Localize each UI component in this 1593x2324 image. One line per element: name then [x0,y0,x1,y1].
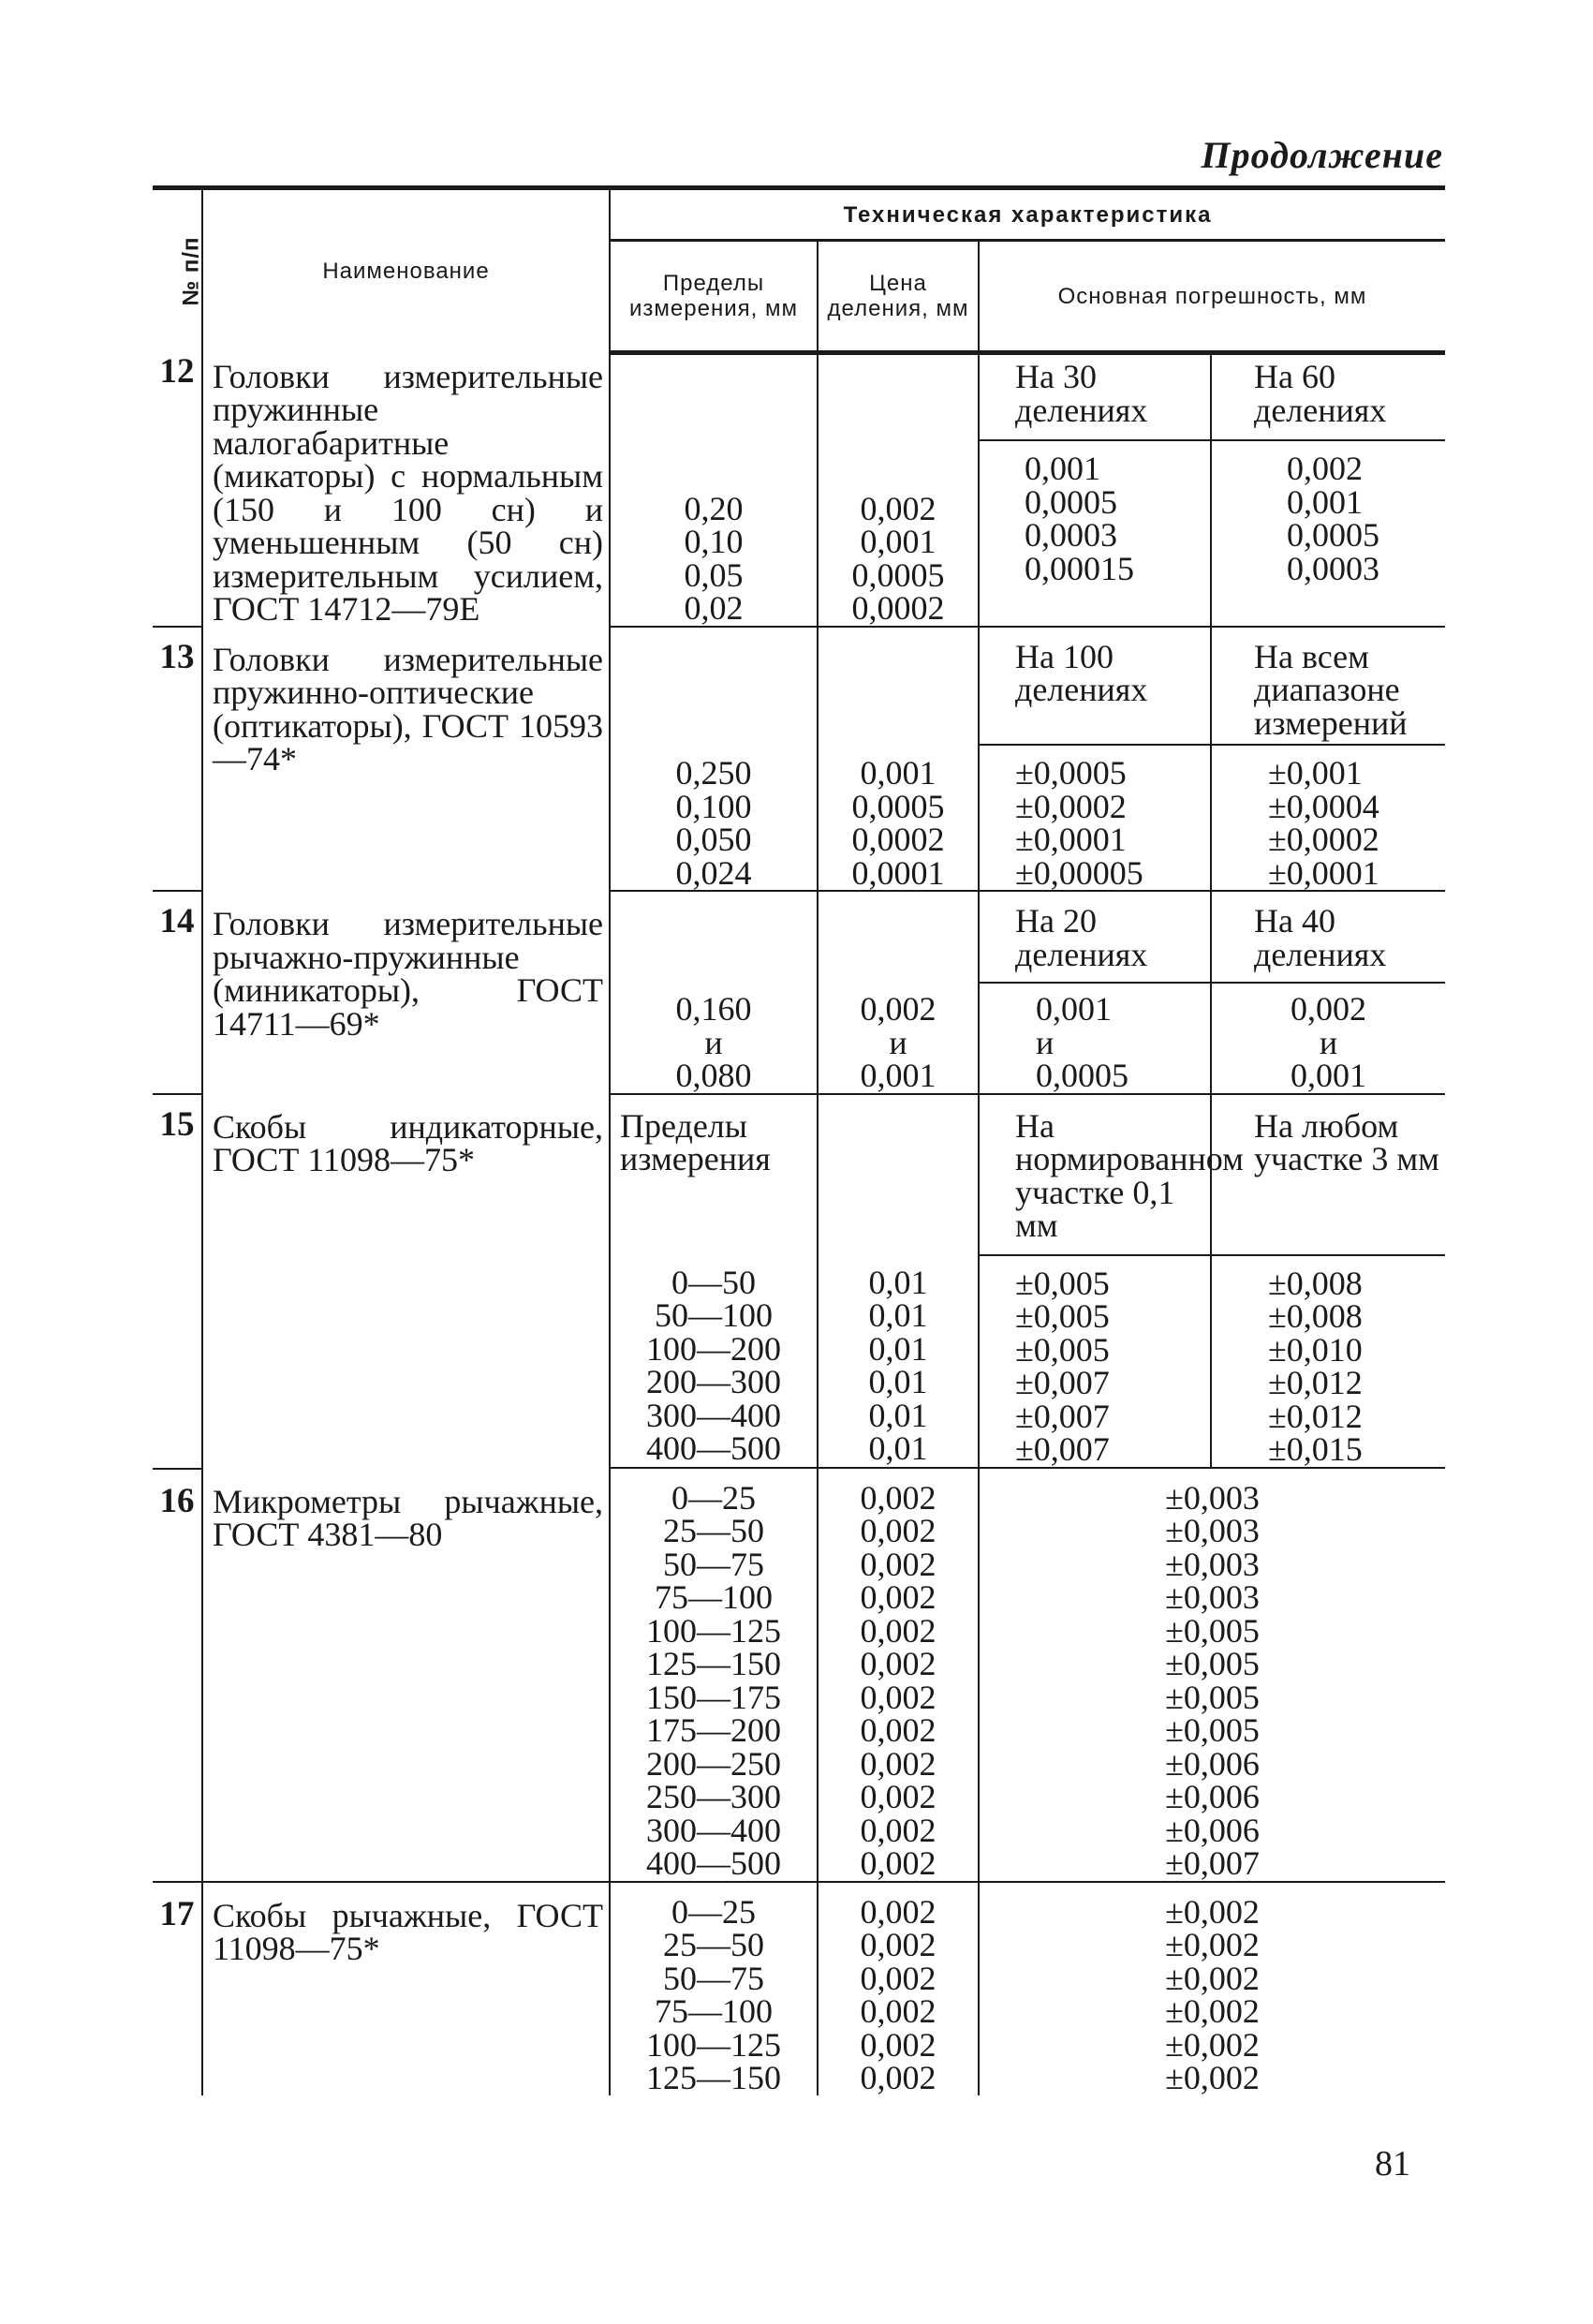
error-values [979,1469,1445,1882]
cell-line: 0,002 [860,1959,937,1997]
cell-line: 75—100 [655,1578,773,1616]
cell-line: 0,001 [1291,1057,1366,1094]
cell-line: 0,00015 [1025,549,1134,587]
cell-line: 75—100 [655,1992,773,2030]
cell-line: ±0,007 [1165,1844,1260,1882]
error-label-2: На всем диапазоне измерений [1211,627,1445,746]
limits-cell [610,353,818,627]
row-number: 15 [153,1094,202,1469]
cell-line: ±0,006 [1165,1778,1260,1815]
cell-line: 0—25 [671,1892,756,1931]
cell-line: ±0,0005 [1015,754,1127,792]
cell-line: 0,05 [684,555,744,594]
error-values [979,1882,1445,2095]
cell-line: 0,0003 [1287,549,1379,587]
error-values-2 [1211,440,1445,627]
error-values-1 [979,983,1211,1094]
row-number: 12 [159,351,195,391]
cell-line: 0,001 [860,1057,937,1094]
row-number: 17 [153,1882,202,2095]
cell-line: 25—50 [663,1926,764,1963]
cell-line: 150—175 [646,1678,781,1716]
cell-line: ±0,007 [1015,1364,1110,1401]
instrument-table [153,185,1445,2095]
cell-line: 125—150 [646,2059,781,2096]
limits-cell [610,1882,818,2095]
cell-line: 0,01 [868,1296,928,1334]
limits-cell [610,627,818,892]
cell-line: ±0,0004 [1268,787,1379,825]
cell-line: 250—300 [646,1778,781,1815]
cell-line: 0,002 [860,1926,937,1963]
division-cell [818,1255,979,1468]
cell-line: 0—25 [671,1478,756,1517]
division-cell [818,1882,979,2095]
cell-line: ±0,006 [1165,1811,1260,1849]
table-row [153,1469,1445,1882]
cell-line: 0,0005 [1025,482,1117,521]
cell-line: 0,002 [860,1711,937,1749]
cell-line: ±0,015 [1268,1430,1363,1468]
cell-line: 200—250 [646,1744,781,1783]
cell-line: 100—125 [646,2025,781,2064]
cell-line: 0,0001 [851,853,945,892]
error-values-1 [979,745,1211,891]
error-label-2: На 40 делениях [1211,891,1445,983]
cell-line: ±0,008 [1268,1264,1363,1302]
cell-line: 0,002 [860,2059,937,2096]
cell-line: 0,250 [675,754,752,792]
cell-line: 0,024 [675,853,752,892]
cell-line: 0,01 [868,1329,928,1368]
cell-line: 0,01 [868,1396,928,1434]
error-label-1: На 20 делениях [979,891,1211,983]
table-row [153,891,1445,983]
cell-line: 100—200 [646,1329,781,1368]
cell-line: ±0,012 [1268,1397,1363,1435]
row-number: 14 [153,891,202,1094]
cell-line: ±0,002 [1165,1926,1260,1963]
cell-line: ±0,0001 [1015,821,1127,858]
error-values-2 [1211,983,1445,1094]
cell-line: 0,001 [860,754,937,792]
cell-line: ±0,002 [1165,1992,1260,2030]
cell-line: 0,001 [860,523,937,560]
cell-line: 0,0003 [1025,516,1117,554]
header-error: Основная погрешность, мм [979,241,1445,353]
header-division: Цена деления, мм [818,241,979,353]
cell-line: 200—300 [646,1363,781,1400]
cell-line: и [889,1023,907,1061]
error-values-2 [1211,745,1445,891]
limits-cell [610,891,818,1094]
cell-line: 0,002 [860,1545,937,1583]
row-name: Микрометры рычажные, ГОСТ 4381—80 [202,1469,610,1882]
cell-line: 0,10 [684,523,744,560]
table-row [153,353,1445,441]
cell-line: ±0,005 [1015,1297,1110,1335]
cell-line: 0,160 [675,990,752,1028]
cell-line: и [1319,1023,1338,1061]
cell-line: 0,0002 [851,589,945,627]
header-limits: Пределы измерения, мм [610,241,818,353]
cell-line: и [704,1023,723,1061]
cell-line: ±0,0001 [1268,853,1379,892]
header-name: Наименование [202,188,610,353]
cell-line: ±0,00005 [1015,853,1143,892]
cell-line: 0,002 [860,1844,937,1882]
division-cell [818,353,979,627]
cell-line: 0—50 [671,1263,756,1301]
cell-line: 0,001 [1287,482,1363,521]
division-cell [818,1469,979,1882]
cell-line: 0,100 [675,787,752,825]
cell-line: 0,050 [675,821,752,858]
cell-line: ±0,002 [1165,2059,1260,2096]
cell-line: ±0,003 [1165,1545,1260,1583]
error-values-1 [979,440,1211,627]
cell-line: 0,002 [860,489,937,527]
cell-line: ±0,007 [1015,1397,1110,1435]
cell-line: 100—125 [646,1611,781,1650]
limits-label: Пределы измерения [610,1094,818,1255]
error-values-1 [979,1255,1211,1468]
cell-line: 0,01 [868,1429,928,1467]
cell-line: ±0,008 [1268,1297,1363,1335]
cell-line: 25—50 [663,1512,764,1549]
cell-line: 0,001 [1036,990,1112,1028]
cell-line: ±0,005 [1165,1678,1260,1716]
cell-line: 0,002 [860,1678,937,1716]
cell-line: 0,002 [860,1645,937,1682]
cell-line: ±0,006 [1165,1744,1260,1783]
row-name: Головки измерительные пружинно-оптические (оптикаторы), ГОСТ 10593—74* [202,627,610,892]
table-row [153,1882,1445,2095]
cell-line: 0,01 [868,1263,928,1301]
row-number: 13 [153,627,202,892]
error-label-2: На 60 делениях [1211,353,1445,441]
cell-line: 300—400 [646,1396,781,1434]
cell-line: 0,080 [675,1057,752,1094]
cell-line: 0,002 [860,2025,937,2064]
cell-line: 0,002 [860,1512,937,1549]
cell-line: 0,002 [860,1744,937,1783]
cell-line: ±0,005 [1165,1645,1260,1682]
cell-line: ±0,003 [1165,1478,1260,1517]
cell-line: ±0,002 [1165,1892,1260,1931]
cell-line: 400—500 [646,1429,781,1467]
cell-line: ±0,003 [1165,1578,1260,1616]
cell-line: 0,20 [684,489,744,527]
table-header [153,188,1445,353]
cell-line: ±0,002 [1165,1959,1260,1997]
row-number: 16 [153,1469,202,1882]
cell-line: 125—150 [646,1645,781,1682]
cell-line: 0,002 [860,1611,937,1650]
cell-line: ±0,005 [1165,1711,1260,1749]
limits-cell [610,1469,818,1882]
cell-line: 0,01 [868,1363,928,1400]
cell-line: 50—75 [663,1959,764,1997]
division-cell [818,891,979,1094]
header-tech: Техническая характеристика [610,188,1445,241]
cell-line: ±0,012 [1268,1364,1363,1401]
cell-line: 50—100 [655,1296,773,1334]
cell-line: ±0,002 [1165,2025,1260,2064]
header-num: № п/п [153,188,202,353]
row-name: Головки измерительные рычажно-пружинные (миникаторы), ГОСТ 14711—69* [202,891,610,1094]
cell-line: 0,002 [860,1578,937,1616]
cell-line: 0,002 [860,1811,937,1849]
cell-line: ±0,010 [1268,1330,1363,1369]
cell-line: ±0,005 [1015,1264,1110,1302]
cell-line: 0,02 [684,589,744,627]
cell-line: ±0,007 [1015,1430,1110,1468]
error-label-1: На 30 делениях [979,353,1211,441]
cell-line: ±0,003 [1165,1512,1260,1549]
error-label-2: На любом участке 3 мм [1211,1094,1445,1255]
division-cell [818,627,979,892]
cell-line: ±0,0002 [1015,787,1127,825]
cell-line: 300—400 [646,1811,781,1849]
cell-line: 400—500 [646,1844,781,1882]
cell-line: ±0,005 [1165,1611,1260,1650]
cell-line: 0,002 [1287,450,1363,487]
cell-line: 0,0005 [1036,1057,1128,1094]
row-name: Головки измерительные пружинные малогабаритные (микаторы) с нормальным (150 и 100 сн) и уменьшенным (50 сн) измерительным усилием, ГОСТ 14712—79Е [202,353,610,627]
cell-line: 0,002 [1291,990,1366,1028]
cell-line: 0,002 [860,1892,937,1931]
error-label-1: На нормированном участке 0,1 мм [979,1094,1211,1255]
cell-line: 0,002 [860,1992,937,2030]
division-label [818,1094,979,1255]
error-label-1: На 100 делениях [979,627,1211,746]
cell-line: ±0,001 [1268,754,1363,792]
table-body [153,353,1445,2095]
cell-line: 175—200 [646,1711,781,1749]
table-row [153,627,1445,746]
table-row [153,1094,1445,1255]
cell-line: ±0,005 [1015,1330,1110,1369]
cell-line: 0,002 [860,990,937,1028]
row-name: Скобы рычажные, ГОСТ 11098—75* [202,1882,610,2095]
cell-line: 0,001 [1025,450,1100,487]
cell-line: и [1036,1023,1055,1061]
cell-line: 0,0005 [851,555,945,594]
page-number: 81 [1375,2144,1410,2183]
error-values-2 [1211,1255,1445,1468]
continued-label: Продолжение [1201,134,1443,176]
cell-line: 0,0002 [851,821,945,858]
cell-line: 0,0005 [851,787,945,825]
limits-cell [610,1255,818,1468]
cell-line: 0,0005 [1287,516,1379,554]
cell-line: 0,002 [860,1478,937,1517]
cell-line: 0,002 [860,1778,937,1815]
cell-line: ±0,0002 [1268,821,1379,858]
cell-line: 50—75 [663,1545,764,1583]
row-name: Скобы индикаторные, ГОСТ 11098—75* [202,1094,610,1469]
